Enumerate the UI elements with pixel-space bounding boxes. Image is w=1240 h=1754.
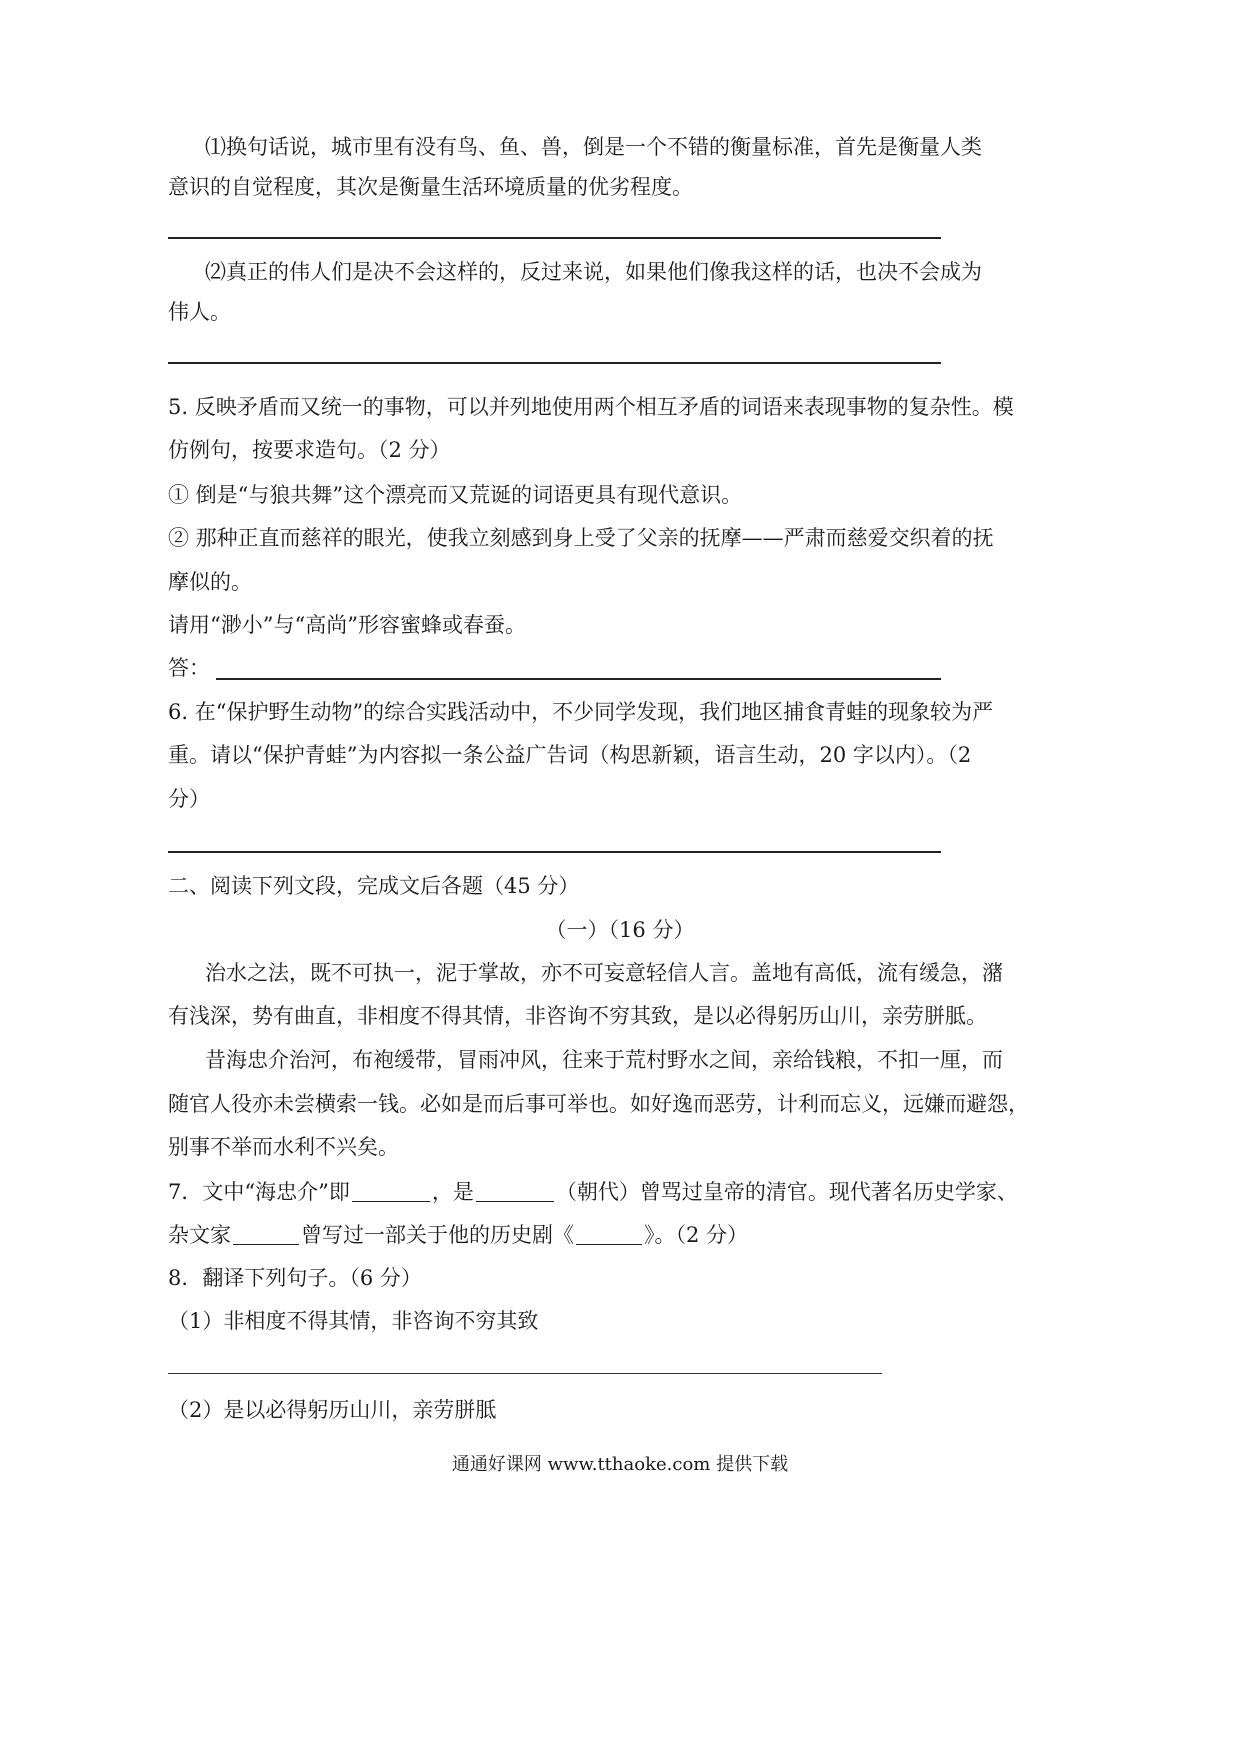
answer-line [168,237,941,239]
q5-answer-line[interactable] [216,678,941,680]
q8-item1-answer-line[interactable] [168,1373,882,1374]
answer-line [168,362,941,364]
q7-blank-author[interactable] [233,1224,299,1245]
passage-p2-line1: 昔海忠介治河，布袍缓带，冒雨冲风，往来于荒村野水之间，亲给钱粮，不扣一厘，而 [205,1048,1003,1072]
section2-heading: 二、阅读下列文段，完成文后各题（45 分） [168,874,580,898]
q6-line1: 6. 在“保护野生动物”的综合实践活动中，不少同学发现，我们地区捕食青蛙的现象较为严 [168,700,994,724]
footer-credit: 通通好课网 www.tthaoke.com 提供下载 [451,1454,789,1475]
q6-answer-line[interactable] [168,851,941,853]
q4-sentence2-line1: ⑵真正的伟人们是决不会这样的，反过来说，如果他们像我这样的话，也决不会成为 [205,260,982,284]
passage-p1-line2: 有浅深，势有曲直，非相度不得其情，非咨询不穷其致，是以必得躬历山川，亲劳胼胝。 [168,1004,987,1028]
passage-p2-line3: 别事不举而水利不兴矣。 [168,1135,399,1159]
q7-line1 [168,1181,1018,1203]
q8-title: 8．翻译下列句子。（6 分） [168,1266,422,1290]
section2-subheading: （一）（16 分） [545,918,695,942]
q5-answer-label: 答： [168,656,210,680]
q4-sentence1-line1: ⑴换句话说，城市里有没有鸟、鱼、兽，倒是一个不错的衡量标准，首先是衡量人类 [205,135,982,159]
q7-text-d: 杂文家 [168,1223,231,1247]
q5-prompt: 请用“渺小”与“高尚”形容蜜蜂或春蚕。 [168,613,526,637]
q4-sentence2-line2: 伟人。 [168,300,231,324]
q5-line2: 仿例句，按要求造句。（2 分） [168,438,451,462]
q7-text-c: （朝代）曾骂过皇帝的清官。现代著名历史学家、 [555,1180,1018,1204]
q6-line3: 分） [168,787,210,811]
q7-text-b: ，是 [431,1180,474,1204]
q7-text-a: 7．文中“海忠介”即 [168,1180,350,1204]
passage-p2-line2: 随官人役亦未尝横索一钱。必如是而后事可举也。如好逸而恶劳，计利而忘义，远嫌而避怨， [168,1092,1029,1116]
q5-line1: 5. 反映矛盾而又统一的事物，可以并列地使用两个相互矛盾的词语来表现事物的复杂性。模 [168,395,1014,419]
q5-example2-line1: ② 那种正直而慈祥的眼光，使我立刻感到身上受了父亲的抚摩——严肃而慈爱交织着的抚 [168,526,994,550]
q7-line2 [168,1224,748,1246]
q5-example1: ① 倒是“与狼共舞”这个漂亮而又荒诞的词语更具有现代意识。 [168,483,743,507]
q7-text-e: 曾写过一部关于他的历史剧《 [301,1223,574,1247]
q7-blank-name[interactable] [352,1181,430,1202]
passage-p1-line1: 治水之法，既不可执一，泥于掌故，亦不可妄意轻信人言。盖地有高低，流有缓急，潴 [205,961,1003,985]
q8-item2: （2）是以必得躬历山川，亲劳胼胝 [168,1398,497,1422]
q5-example2-line2: 摩似的。 [168,570,252,594]
q4-sentence1-line2: 意识的自觉程度，其次是衡量生活环境质量的优劣程度。 [168,175,693,199]
q7-text-f: 》。（2 分） [644,1223,749,1247]
q7-blank-play[interactable] [576,1224,642,1245]
q8-item1: （1）非相度不得其情，非咨询不穷其致 [168,1309,539,1333]
q6-line2: 重。请以“保护青蛙”为内容拟一条公益广告词（构思新颖，语言生动，20 字以内）。（2 [168,743,972,767]
q7-blank-dynasty[interactable] [476,1181,554,1202]
